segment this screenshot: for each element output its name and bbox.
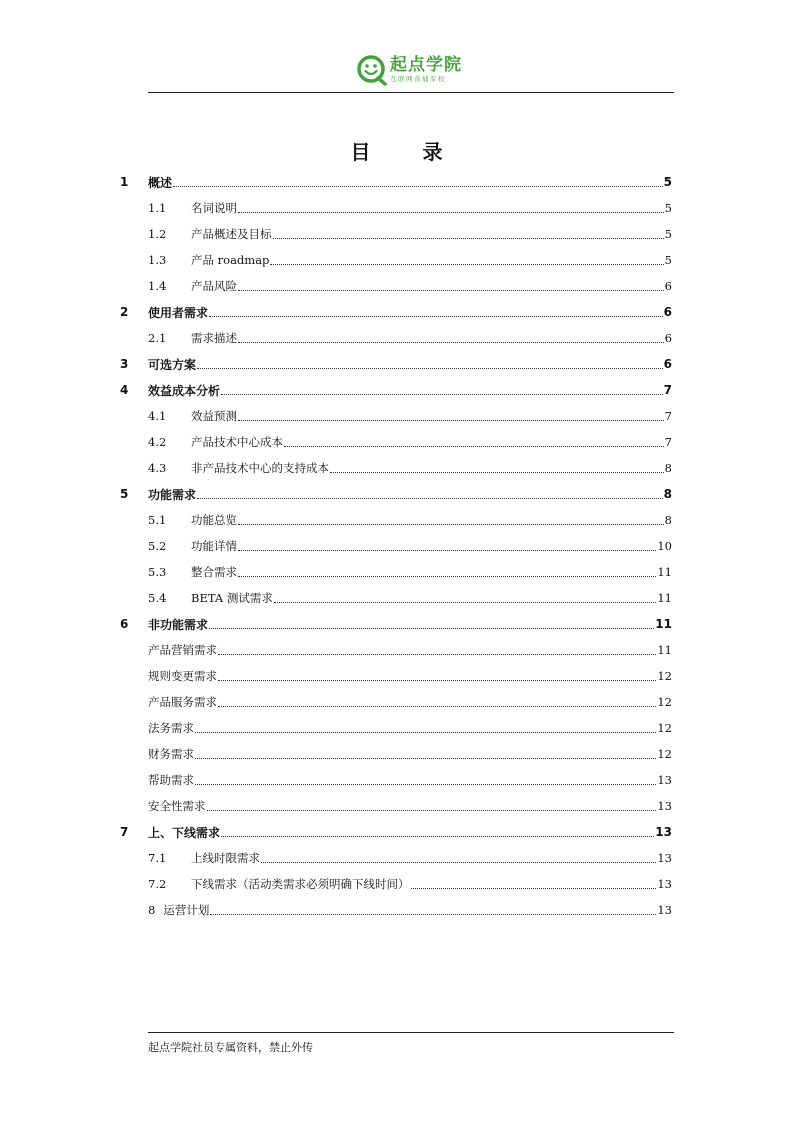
toc-entry-number: 5.3 [148,565,167,579]
toc-entry-number: 1.2 [148,227,167,241]
toc-entry-label: BETA 测试需求 [191,591,273,605]
toc-dot-leader [221,394,663,395]
toc-entry-label: 产品营销需求 [148,643,217,657]
toc-entry[interactable] [120,715,672,741]
toc-dot-leader [238,420,664,421]
toc-entry[interactable] [120,559,672,585]
toc-entry-page: 5 [663,175,672,189]
toc-entry-page: 8 [663,487,672,501]
toc-entry[interactable] [120,767,672,793]
toc-entry-label: 可选方案 [148,357,197,372]
toc-entry[interactable] [120,481,672,507]
page-header [148,52,674,93]
toc-entry[interactable] [120,845,672,871]
toc-entry-label: 财务需求 [148,747,194,761]
toc-entry-label: 上、下线需求 [148,825,221,840]
toc-entry-number: 7.1 [148,851,167,865]
toc-dot-leader [238,290,664,291]
toc-entry-page: 13 [657,799,672,813]
toc-entry-page: 13 [657,851,672,865]
toc-entry-page: 12 [657,669,672,683]
toc-entry-number: 5.2 [148,539,167,553]
toc-entry[interactable] [120,299,672,325]
toc-dot-leader [238,342,664,343]
toc-entry[interactable] [120,663,672,689]
toc-entry[interactable] [120,455,672,481]
toc-entry[interactable] [120,741,672,767]
toc-entry-page: 5 [664,253,672,267]
toc-entry[interactable] [120,221,672,247]
toc-dot-leader [238,550,656,551]
toc-entry-number: 7.2 [148,877,167,891]
toc-entry-number: 4.3 [148,461,167,475]
toc-dot-leader [209,316,663,317]
toc-entry[interactable] [120,247,672,273]
toc-entry[interactable] [120,897,672,923]
toc-entry-label: 概述 [148,175,173,190]
toc-entry-number: 7 [120,825,129,839]
toc-entry[interactable] [120,871,672,897]
logo-title: 起点学院 [390,55,462,76]
toc-dot-leader [207,810,657,811]
toc-dot-leader [218,680,656,681]
toc-dot-leader [261,862,656,863]
toc-entry-number: 5 [120,487,129,501]
toc-dot-leader [274,602,657,603]
toc-dot-leader [270,264,663,265]
toc-entry[interactable] [120,273,672,299]
toc-entry-page: 12 [657,695,672,709]
toc-dot-leader [330,472,664,473]
toc-dot-leader [197,368,663,369]
toc-entry-label: 整合需求 [191,565,237,579]
toc-dot-leader [195,758,656,759]
toc-entry-label: 功能详情 [191,539,237,553]
toc-entry-page: 12 [657,721,672,735]
toc-dot-leader [238,212,664,213]
page-footer [148,1032,674,1055]
toc-entry-page: 11 [657,565,672,579]
toc-entry-label: 功能总览 [191,513,237,527]
toc-entry-label: 功能需求 [148,487,197,502]
toc-dot-leader [218,654,656,655]
toc-entry-number: 8 [148,903,156,917]
toc-dot-leader [411,888,657,889]
toc-dot-leader [221,836,654,837]
toc-entry-label: 安全性需求 [148,799,206,813]
toc-entry[interactable] [120,533,672,559]
toc-entry[interactable] [120,325,672,351]
toc-entry-label: 规则变更需求 [148,669,217,683]
toc-entry-page: 8 [664,513,672,527]
toc-entry-page: 10 [657,539,672,553]
toc-entry-page: 13 [657,903,672,917]
toc-entry-label: 使用者需求 [148,305,209,320]
toc-entry[interactable] [120,403,672,429]
logo-text [390,57,462,83]
toc-entry-page: 13 [657,773,672,787]
toc-entry-label: 非功能需求 [148,617,209,632]
toc-entry-number: 5.1 [148,513,167,527]
toc-dot-leader [284,446,664,447]
toc-entry-number: 5.4 [148,591,167,605]
toc-entry-page: 6 [663,357,672,371]
toc-entry-number: 1.4 [148,279,167,293]
toc-title-char: 录 [422,140,443,164]
toc-entry-label: 产品技术中心成本 [191,435,283,449]
toc-entry-page: 6 [664,279,672,293]
toc-entry-number: 3 [120,357,129,371]
toc-dot-leader [238,524,664,525]
toc-entry-label: 帮助需求 [148,773,194,787]
logo-subtitle: 互联网黄埔军校 [390,75,446,84]
toc-entry-label: 运营计划 [163,903,210,917]
toc-entry-page: 7 [664,435,672,449]
toc-entry[interactable] [120,689,672,715]
toc-entry-page: 13 [657,877,672,891]
toc-entry-page: 6 [664,331,672,345]
toc-entry-label: 上线时限需求 [191,851,260,865]
toc-entry-label: 名词说明 [191,201,237,215]
toc-entry-label: 产品服务需求 [148,695,217,709]
toc-entry-label: 产品概述及目标 [191,227,272,241]
toc-dot-leader [195,732,656,733]
toc-entry-number: 2.1 [148,331,167,345]
toc-entry[interactable] [120,351,672,377]
toc-entry-label: 法务需求 [148,721,194,735]
toc-entry-label: 效益成本分析 [148,383,221,398]
toc-entry-page: 11 [657,643,672,657]
toc-entry-number: 4.1 [148,409,167,423]
table-of-contents [120,169,672,923]
toc-entry-page: 7 [663,383,672,397]
toc-entry-page: 5 [664,227,672,241]
toc-entry-label: 非产品技术中心的支持成本 [191,461,329,475]
toc-entry-label: 效益预测 [191,409,237,423]
toc-dot-leader [197,498,663,499]
toc-title-char: 目 [350,140,371,164]
toc-dot-leader [273,238,664,239]
toc-entry-number: 6 [120,617,129,631]
toc-dot-leader [210,914,656,915]
toc-entry-label: 产品 roadmap [191,253,270,267]
toc-entry-label: 产品风险 [191,279,237,293]
toc-entry[interactable] [120,793,672,819]
toc-title [0,136,793,165]
logo [356,54,462,86]
toc-entry-number: 4.2 [148,435,167,449]
toc-dot-leader [195,784,656,785]
footer-text: 起点学院社员专属资料，禁止外传 [148,1041,313,1054]
smiley-q-logo-icon [356,54,388,86]
toc-entry[interactable] [120,195,672,221]
toc-entry-page: 11 [657,591,672,605]
toc-entry-number: 4 [120,383,129,397]
toc-dot-leader [238,576,656,577]
toc-entry-number: 1 [120,175,129,189]
toc-entry[interactable] [120,611,672,637]
toc-dot-leader [209,628,654,629]
toc-entry-page: 5 [664,201,672,215]
toc-entry-number: 2 [120,305,129,319]
toc-entry-page: 7 [664,409,672,423]
toc-entry[interactable] [120,507,672,533]
toc-entry[interactable] [120,169,672,195]
toc-dot-leader [173,186,663,187]
toc-entry[interactable] [120,429,672,455]
toc-dot-leader [218,706,656,707]
toc-entry[interactable] [120,585,672,611]
toc-entry[interactable] [120,637,672,663]
toc-entry-page: 8 [664,461,672,475]
toc-entry-label: 下线需求（活动类需求必须明确下线时间） [191,877,410,891]
toc-entry-page: 13 [655,825,672,839]
toc-entry-number: 1.1 [148,201,167,215]
toc-entry-page: 11 [655,617,672,631]
toc-entry-page: 6 [663,305,672,319]
toc-entry[interactable] [120,377,672,403]
toc-entry-number: 1.3 [148,253,167,267]
toc-entry-page: 12 [657,747,672,761]
toc-entry-label: 需求描述 [191,331,237,345]
toc-entry[interactable] [120,819,672,845]
